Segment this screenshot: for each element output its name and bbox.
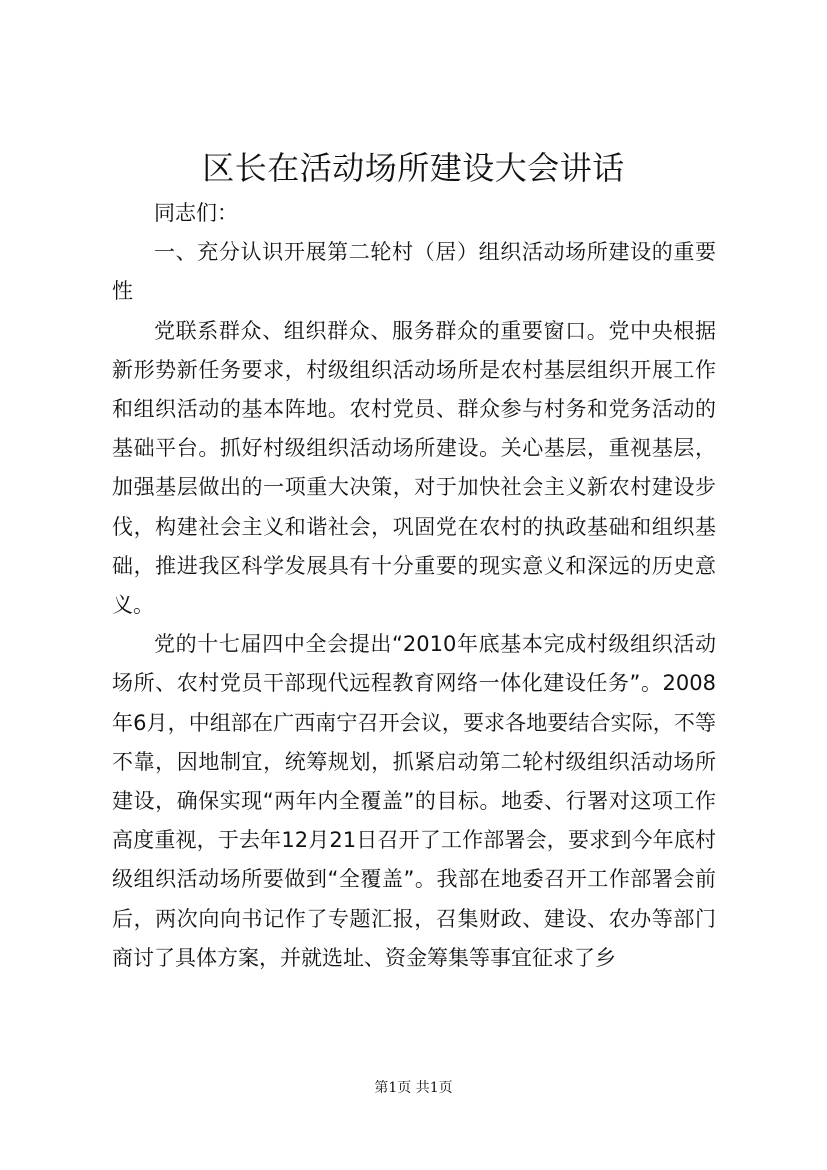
page-footer: 第1页 共1页 (374, 1080, 453, 1096)
section-heading: 一、充分认识开展第二轮村（居）组织活动场所建设的重要性 (112, 240, 716, 304)
document-title: 区长在活动场所建设大会讲话 (202, 149, 625, 187)
body-paragraph: 党的十七届四中全会提出“2010年底基本完成村级组织活动场所、农村党员干部现代远程教育网络一体化建设任务”。2008年6月，中组部在广西南宁召开会议，要求各地要结合实际，不等不靠，因地制宜，统筹规划，抓紧启动第二轮村级组织活动场所建设，确保实现“两年内全覆盖”的目标。地委、行署对这项工作高度重视，于去年12月21日召开了工作部署会，要求到今年底村级组织活动场所要做到“全覆盖”。我部在地委召开工作部署会前后，两次向向书记作了专题汇报，召集财政、建设、农办等部门商讨了具体方案，并就选址、资金筹集等事宜征求了乡 (112, 632, 716, 970)
document-body (112, 194, 716, 978)
salutation: 同志们： (154, 201, 238, 225)
body-paragraph: 党联系群众、组织群众、服务群众的重要窗口。党中央根据新形势新任务要求，村级组织活动场所是农村基层组织开展工作和组织活动的基本阵地。农村党员、群众参与村务和党务活动的基础平台。抓好村级组织活动场所建设。关心基层，重视基层，加强基层做出的一项重大决策，对于加快社会主义新农村建设步伐，构建社会主义和谐社会，巩固党在农村的执政基础和组织基础，推进我区科学发展具有十分重要的现实意义和深远的历史意义。 (112, 318, 716, 618)
